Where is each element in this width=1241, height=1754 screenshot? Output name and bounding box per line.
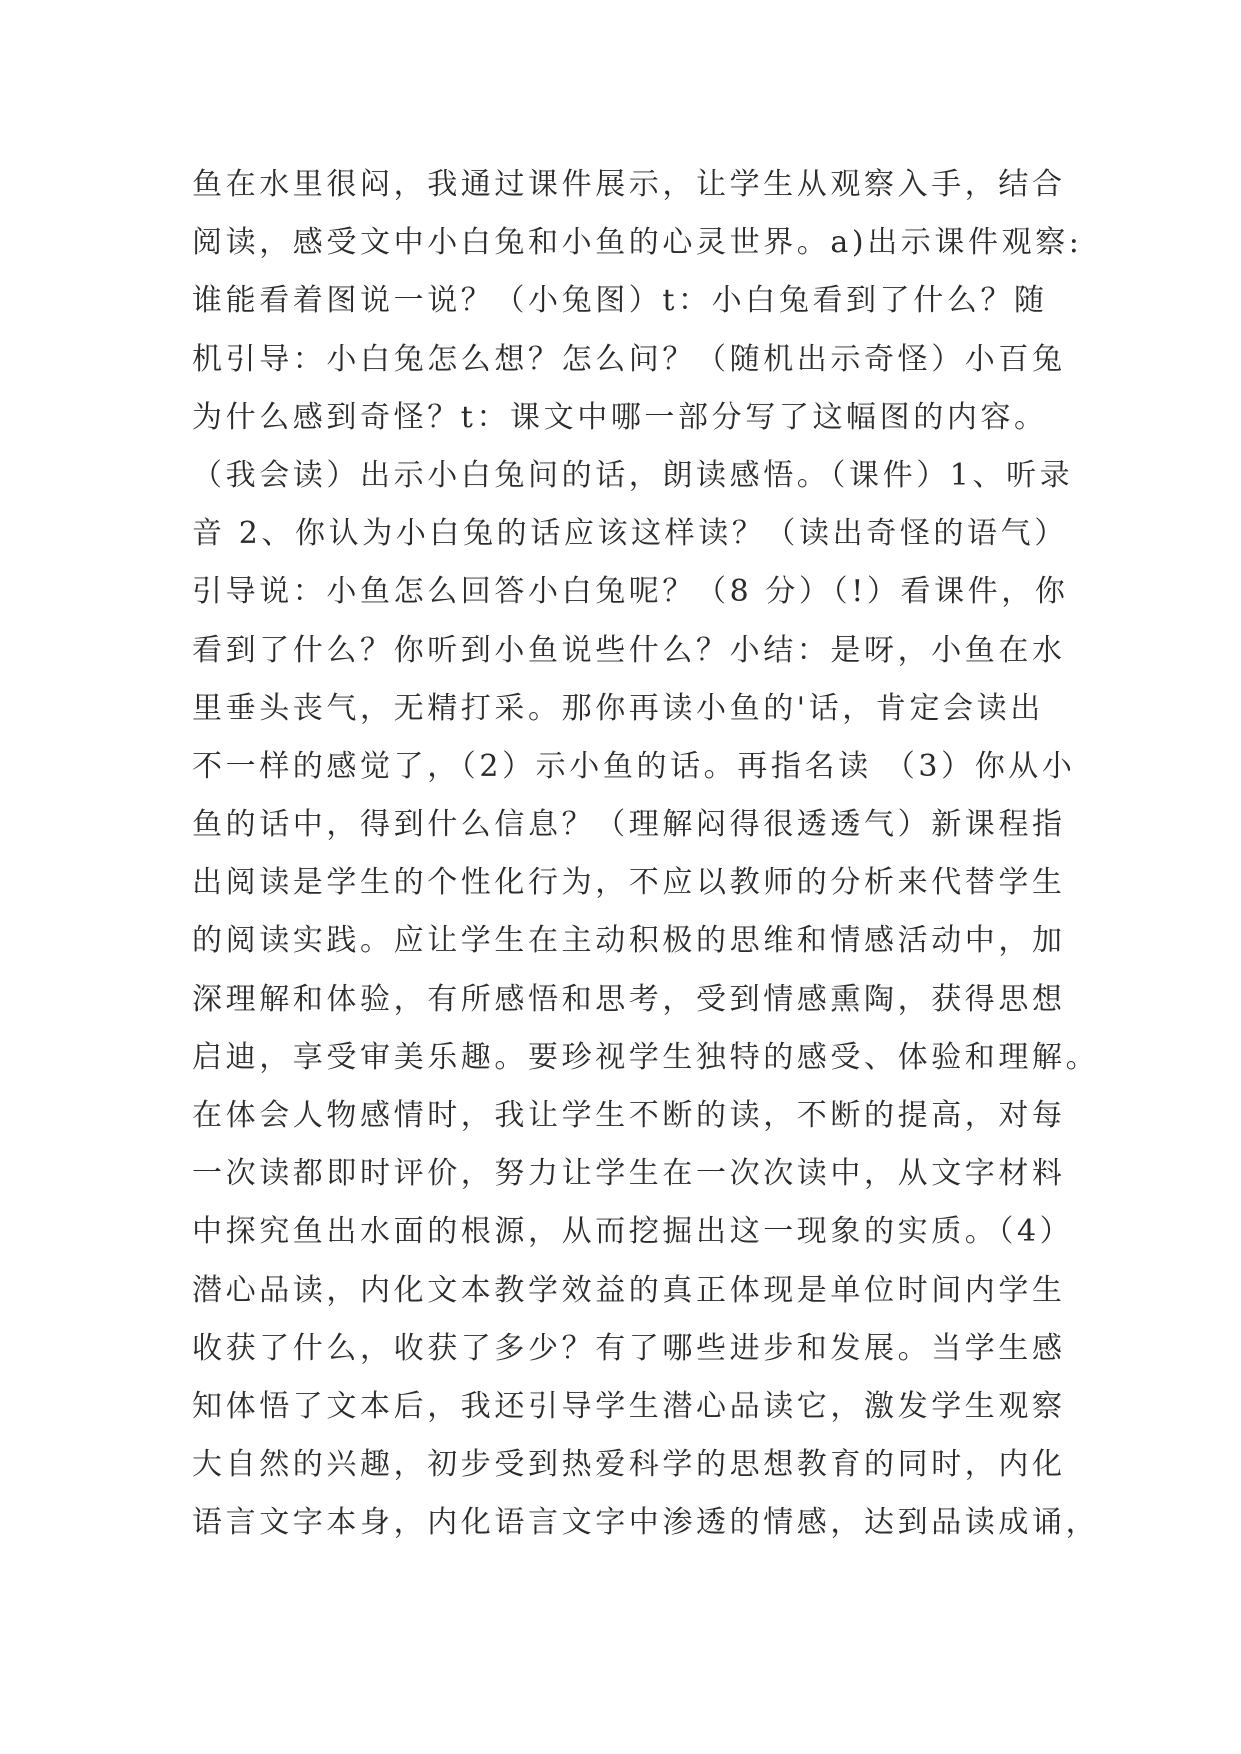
text-line: 机引导：小白兔怎么想？怎么问？（随机出示奇怪）小百兔: [192, 341, 1066, 377]
text-line: 潜心品读，内化文本教学效益的真正体现是单位时间内学生: [192, 1272, 1066, 1308]
text-line: 的阅读实践。应让学生在主动积极的思维和情感活动中，加: [192, 923, 1066, 959]
text-line: 一次读都即时评价，努力让学生在一次次读中，从文字材料: [192, 1156, 1066, 1192]
text-line: 为什么感到奇怪？t：课文中哪一部分写了这幅图的内容。: [192, 399, 1048, 435]
body-text: [192, 156, 1100, 1553]
text-line: 启迪，享受审美乐趣。要珍视学生独特的感受、体验和理解。: [192, 1039, 1100, 1075]
text-line: 语言文字本身，内化语言文字中渗透的情感，达到品读成诵，: [192, 1505, 1100, 1541]
text-line: 知体悟了文本后，我还引导学生潜心品读它，激发学生观察: [192, 1388, 1066, 1424]
text-line: 收获了什么，收获了多少？有了哪些进步和发展。当学生感: [192, 1330, 1066, 1366]
text-line: 中探究鱼出水面的根源，从而挖掘出这一现象的实质。（4）: [192, 1214, 1074, 1250]
text-line: （我会读）出示小白兔问的话，朗读感悟。（课件）1、听录: [192, 457, 1074, 493]
text-line: 阅读，感受文中小白兔和小鱼的心灵世界。a)出示课件观察:: [192, 225, 1083, 261]
text-line: 大自然的兴趣，初步受到热爱科学的思想教育的同时，内化: [192, 1447, 1066, 1483]
text-line: 引导说：小鱼怎么回答小白兔呢？（8 分）（!）看课件，你: [192, 574, 1069, 610]
text-line: 鱼的话中，得到什么信息？（理解闷得很透透气）新课程指: [192, 807, 1066, 843]
text-line: 在体会人物感情时，我让学生不断的读，不断的提高，对每: [192, 1098, 1066, 1133]
text-line: 看到了什么？你听到小鱼说些什么？小结：是呀，小鱼在水: [192, 632, 1066, 668]
text-line: 出阅读是学生的个性化行为，不应以教师的分析来代替学生: [192, 865, 1066, 901]
text-line: 音 2、你认为小白兔的话应该这样读？（读出奇怪的语气）: [192, 516, 1068, 552]
text-line: 不一样的感觉了，（2）示小鱼的话。再指名读 （3）你从小: [192, 748, 1076, 784]
text-line: 谁能看着图说一说？（小兔图）t：小白兔看到了什么？随: [192, 283, 1048, 319]
text-line: 鱼在水里很闷，我通过课件展示，让学生从观察入手，结合: [192, 167, 1066, 202]
text-line: 深理解和体验，有所感悟和思考，受到情感熏陶，获得思想: [192, 981, 1066, 1017]
text-line: 里垂头丧气，无精打采。那你再读小鱼的'话，肯定会读出: [192, 690, 1044, 726]
